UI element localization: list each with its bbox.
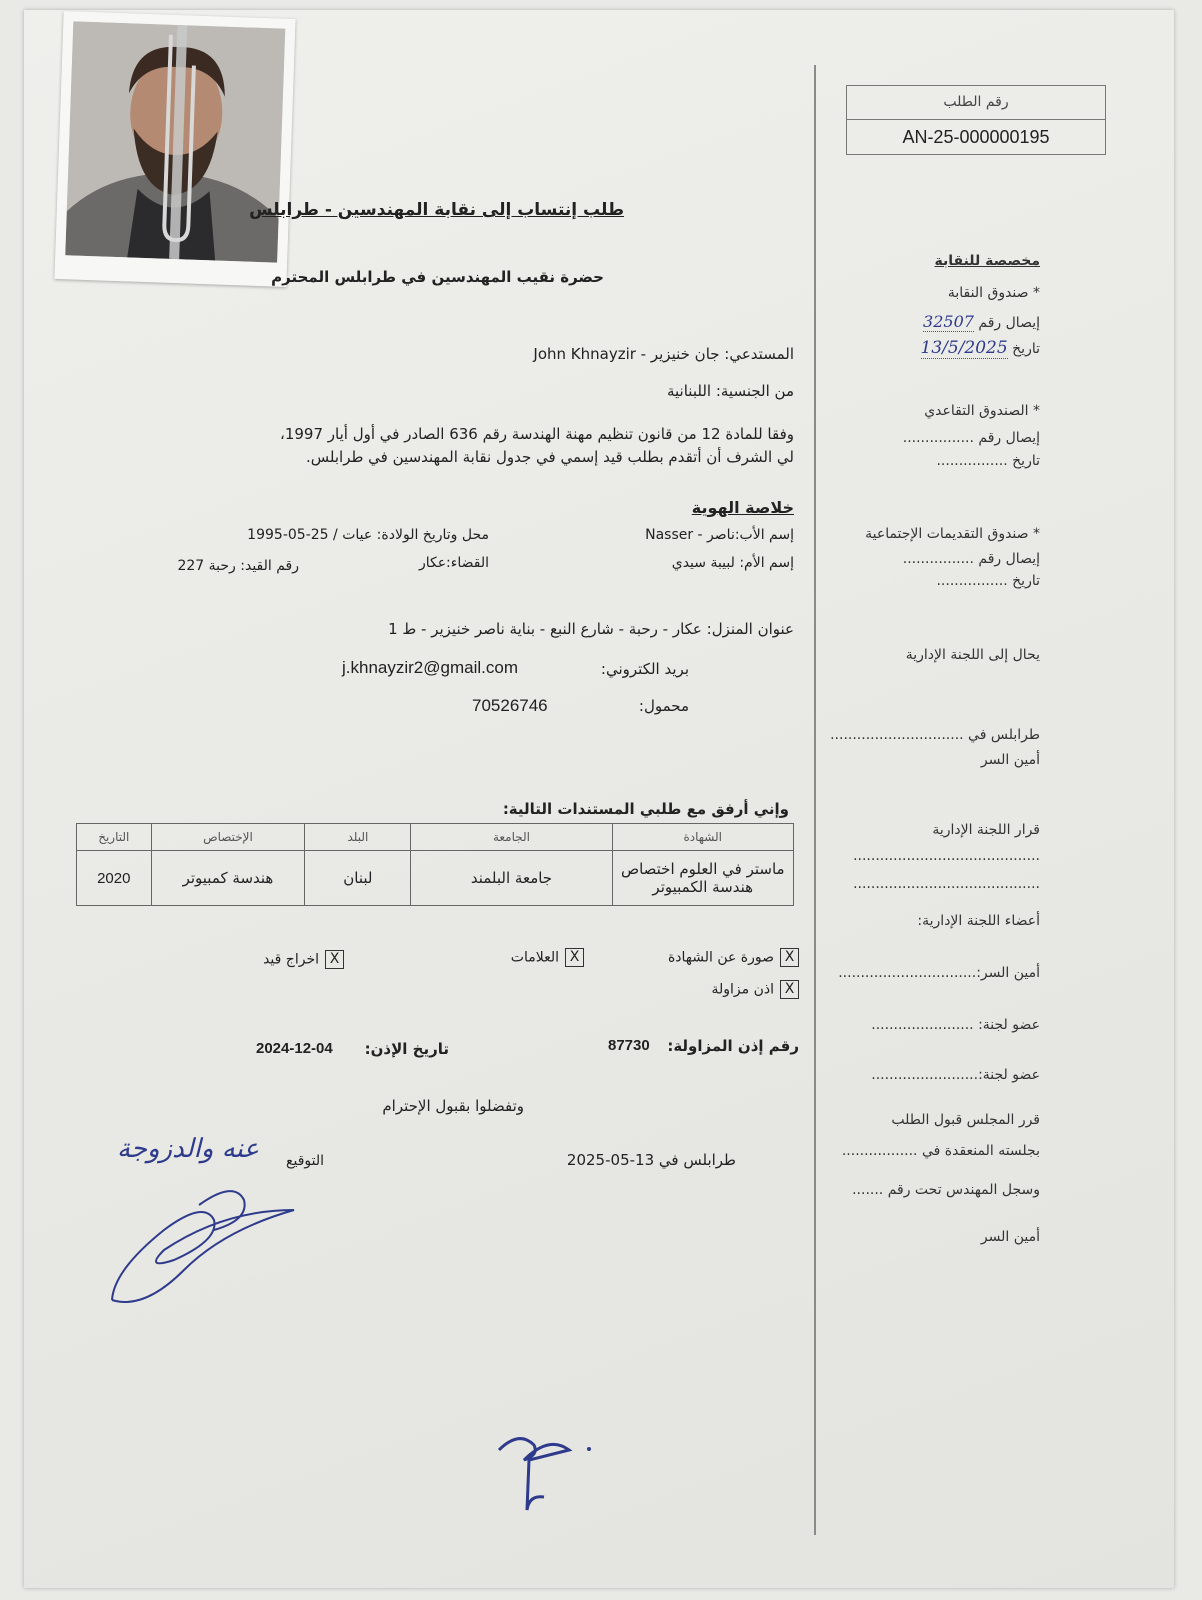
documents-heading: وإني أرفق مع طلبي المستندات التالية: [502, 800, 789, 818]
secretary-line: أمين السر [980, 752, 1040, 768]
council-decision-2: بجلسته المنعقدة في ................. [841, 1143, 1040, 1159]
signature-label: التوقيع [286, 1153, 324, 1169]
column-header: الجامعة [411, 824, 612, 851]
regards-line: وتفضلوا بقبول الإحترام [382, 1097, 524, 1115]
checkbox-label: اخراج قيد [263, 951, 319, 968]
request-number-value: AN-25-000000195 [902, 127, 1050, 147]
applicant-photo [54, 11, 295, 287]
fund-pension-date [936, 453, 1040, 469]
fund-syndicate-date [921, 338, 1040, 358]
permit-date-label: تاريخ الإذن: [364, 1040, 449, 1058]
fund-social-receipt [903, 551, 1040, 567]
permit-number: 87730 [608, 1037, 650, 1054]
request-number-label: رقم الطلب [847, 86, 1105, 120]
decision-dots-1: .......................................... [853, 848, 1040, 864]
fund-syndicate: * صندوق النقابة [947, 285, 1040, 301]
receipt-label: إيصال رقم [978, 315, 1040, 331]
table-cell: جامعة البلمند [411, 851, 612, 906]
checkbox-label: العلامات [510, 949, 559, 966]
dots: ................ [936, 573, 1008, 589]
column-divider [814, 65, 816, 1535]
application-form [24, 10, 1174, 1588]
table-cell: 2020 [77, 851, 152, 906]
column-header: الشهادة [612, 824, 794, 851]
applicant-name-line: المستدعي: جان خنيزير - John Khnayzir [533, 345, 794, 363]
email-value: j.khnayzir2@gmail.com [342, 658, 518, 677]
checkbox-mark: X [325, 950, 344, 969]
checkbox-label: صورة عن الشهادة [667, 949, 774, 966]
father-name: إسم الأب:ناصر - Nasser [645, 527, 794, 543]
tripoli-in-line: طرابلس في .............................. [830, 727, 1040, 743]
signature-note-handwritten: عنه والدزوجة [116, 1134, 259, 1164]
committee-member-2: عضو لجنة:........................ [871, 1067, 1040, 1083]
checkbox-mark: X [780, 980, 799, 999]
mobile-label: محمول: [638, 697, 689, 715]
receipt-label: إيصال رقم [978, 551, 1040, 567]
checkbox-mark: X [565, 948, 584, 967]
dots: ................ [936, 453, 1008, 469]
fund-social: * صندوق التقديمات الإجتماعية [865, 526, 1040, 542]
decision-dots-2: .......................................... [853, 876, 1040, 892]
birth-place-date: محل وتاريخ الولادة: عيات / 25-05-1995 [247, 527, 489, 543]
initial-mark [489, 1425, 599, 1515]
checkbox-registry-extract[interactable] [194, 950, 344, 969]
dots: ................ [902, 551, 974, 567]
table-header-row [77, 824, 794, 851]
committee-member-1: عضو لجنة: ....................... [871, 1017, 1040, 1033]
form-title: طلب إنتساب إلى نقابة المهندسين - طرابلس [249, 200, 624, 220]
permit-number-label: رقم إذن المزاولة: [667, 1037, 799, 1055]
place-date-line: طرابلس في 13-05-2025 [566, 1151, 736, 1169]
table-row [77, 851, 794, 906]
identity-heading: خلاصة الهوية [691, 498, 794, 517]
fund-syndicate-receipt [923, 312, 1040, 331]
checkbox-grades[interactable] [434, 948, 584, 967]
table-cell: هندسة كمبيوتر [151, 851, 305, 906]
fund-social-date [936, 573, 1040, 589]
request-number-box [846, 85, 1106, 155]
column-header: البلد [305, 824, 411, 851]
email-label: بريد الكتروني: [600, 660, 689, 678]
registry-number: رقم القيد: رحبة 227 [177, 558, 299, 574]
committee-members: أعضاء اللجنة الإدارية: [917, 913, 1040, 929]
intro-line-1: وفقا للمادة 12 من قانون تنظيم مهنة الهندسة رقم 636 الصادر في أول أيار 1997، [279, 425, 794, 443]
checkbox-cert-copy[interactable] [599, 948, 799, 967]
refer-to-committee: يحال إلى اللجنة الإدارية [905, 647, 1040, 663]
district: القضاء:عكار [418, 555, 489, 571]
portrait-image [65, 21, 285, 262]
dots: ................ [902, 430, 974, 446]
mobile-value: 70526746 [472, 696, 548, 715]
permit-date: 2024-12-04 [256, 1040, 333, 1057]
mother-name: إسم الأم: لبيبة سيدي [671, 555, 794, 571]
home-address: عنوان المنزل: عكار - رحبة - شارع النبع - بناية ناصر خنيزير - ط 1 [388, 620, 794, 638]
receipt-label: إيصال رقم [978, 430, 1040, 446]
addressee-line: حضرة نقيب المهندسين في طرابلس المحترم [271, 268, 604, 286]
fund-pension-receipt [903, 430, 1040, 446]
member-secretary: أمين السر:............................... [838, 965, 1040, 981]
checkbox-label: اذن مزاولة [711, 981, 774, 998]
nationality-line: من الجنسية: اللبنانية [666, 382, 794, 400]
column-header: الإختصاص [151, 824, 305, 851]
column-header: التاريخ [77, 824, 152, 851]
date-label: تاريخ [1012, 573, 1040, 589]
receipt-number-handwritten: 32507 [923, 312, 974, 331]
final-secretary: أمين السر [980, 1229, 1040, 1245]
date-handwritten: 13/5/2025 [920, 338, 1008, 358]
signature-scribble [104, 1170, 324, 1320]
checkbox-practice-permit[interactable] [599, 980, 799, 999]
table-cell: لبنان [305, 851, 411, 906]
council-decision-3: وسجل المهندس تحت رقم ....... [852, 1182, 1040, 1198]
fund-pension: * الصندوق التقاعدي [924, 403, 1040, 419]
table-cell: ماستر في العلوم اختصاص هندسة الكمبيوتر [612, 851, 794, 906]
sidebar-heading: مخصصة للنقابة [934, 253, 1040, 269]
date-label: تاريخ [1012, 453, 1040, 469]
checkbox-mark: X [780, 948, 799, 967]
date-label: تاريخ [1012, 341, 1040, 357]
council-decision-1: قرر المجلس قبول الطلب [891, 1112, 1040, 1128]
intro-line-2: لي الشرف أن أتقدم بطلب قيد إسمي في جدول نقابة المهندسين في طرابلس. [306, 448, 794, 466]
documents-table [76, 823, 794, 906]
committee-decision: قرار اللجنة الإدارية [932, 822, 1040, 838]
